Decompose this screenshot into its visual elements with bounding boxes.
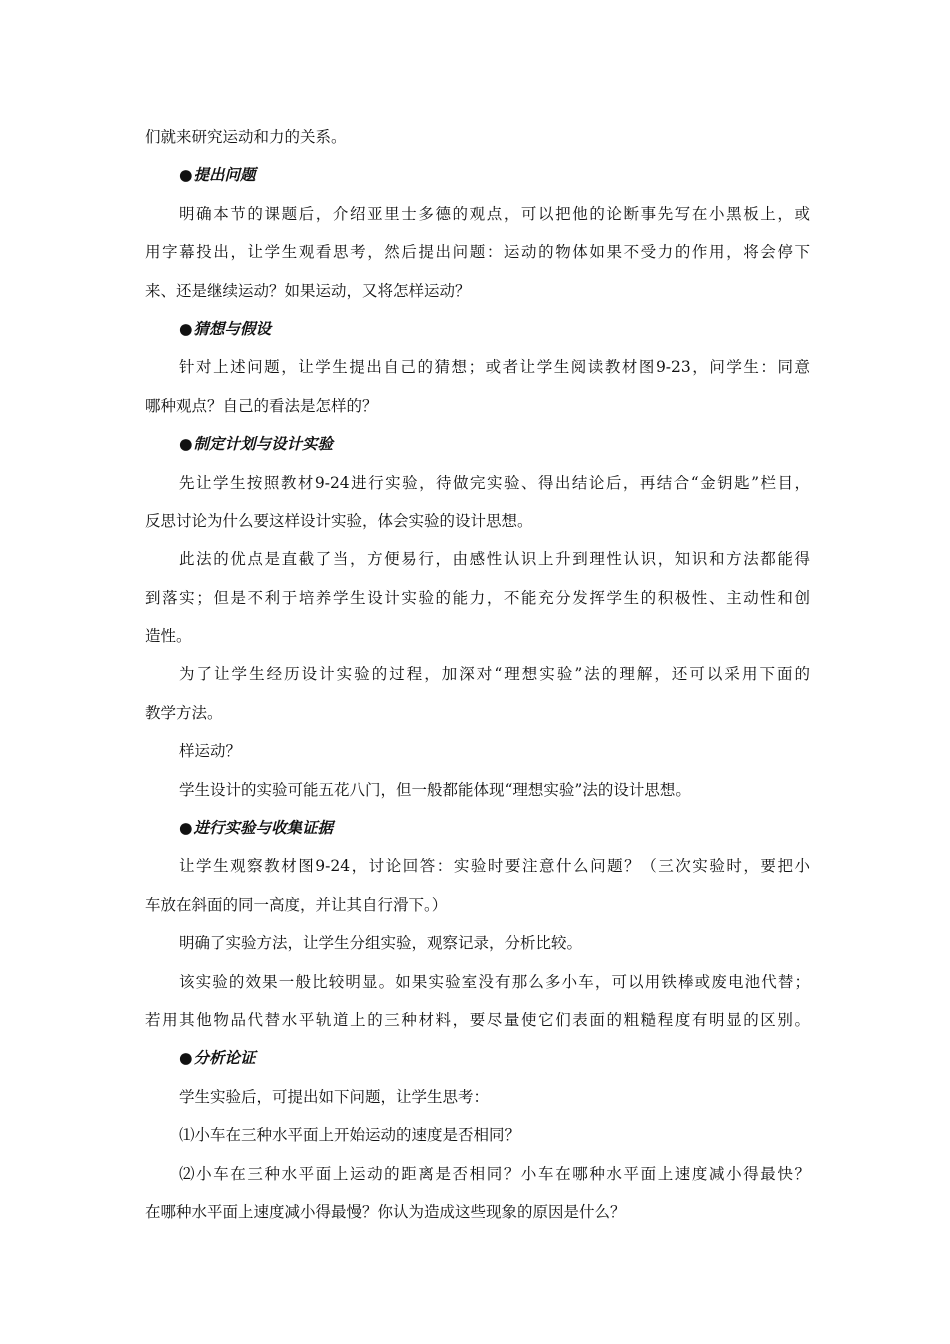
paragraph-line: 针对上述问题，让学生提出自己的猜想；或者让学生阅读教材图9-23，问学生：同意 — [179, 358, 810, 377]
bullet-icon: ● — [179, 318, 193, 338]
paragraph-line: 学生设计的实验可能五花八门，但一般都能体现“理想实验”法的设计思想。 — [179, 780, 691, 799]
section-heading — [145, 809, 810, 847]
paragraph-line: 哪种观点？自己的看法是怎样的？ — [145, 396, 378, 415]
document-page — [145, 118, 810, 1231]
bullet-icon: ● — [179, 165, 193, 185]
paragraph-line: 该实验的效果一般比较明显。如果实验室没有那么多小车，可以用铁棒或废电池代替； — [179, 972, 810, 991]
paragraph-line: 先让学生按照教材9-24进行实验，待做完实验、得出结论后，再结合“金钥匙”栏目， — [179, 473, 810, 492]
heading-text: 进行实验与收集证据 — [193, 818, 334, 838]
paragraph-line: 明确了实验方法，让学生分组实验，观察记录，分析比较。 — [179, 934, 583, 953]
paragraph-line: 在哪种水平面上速度减小得最慢？你认为造成这些现象的原因是什么？ — [145, 1202, 626, 1221]
paragraph-line: 造性。 — [145, 627, 192, 646]
paragraph-line: 来、还是继续运动？如果运动，又将怎样运动？ — [145, 281, 471, 300]
paragraph-line: 到落实；但是不利于培养学生设计实验的能力，不能充分发挥学生的积极性、主动性和创 — [145, 588, 810, 607]
section-heading — [145, 310, 810, 348]
heading-text: 提出问题 — [193, 165, 256, 185]
paragraph-line: 学生实验后，可提出如下问题，让学生思考： — [179, 1087, 490, 1106]
paragraph-line: 此法的优点是直截了当，方便易行，由感性认识上升到理性认识，知识和方法都能得 — [179, 550, 810, 569]
paragraph-line: 用字幕投出，让学生观看思考，然后提出问题：运动的物体如果不受力的作用，将会停下 — [145, 243, 810, 262]
paragraph-line: 样运动？ — [179, 742, 242, 761]
section-heading — [145, 1039, 810, 1077]
bullet-icon: ● — [179, 818, 193, 838]
heading-text: 分析论证 — [193, 1048, 256, 1068]
paragraph-line: 反思讨论为什么要这样设计实验，体会实验的设计思想。 — [145, 511, 533, 530]
paragraph-line: 车放在斜面的同一高度，并让其自行滑下。） — [145, 895, 448, 914]
paragraph-line: ⑴小车在三种水平面上开始运动的速度是否相同？ — [179, 1126, 521, 1145]
paragraph-line: 为了让学生经历设计实验的过程，加深对“理想实验”法的理解，还可以采用下面的 — [179, 665, 810, 684]
section-heading — [145, 156, 810, 194]
heading-text: 猜想与假设 — [193, 318, 272, 338]
paragraph-line: 若用其他物品代替水平轨道上的三种材料，要尽量使它们表面的粗糙程度有明显的区别。 — [145, 1010, 810, 1029]
paragraph-line: ⑵小车在三种水平面上运动的距离是否相同？小车在哪种水平面上速度减小得最快？ — [179, 1164, 810, 1183]
paragraph-line: 教学方法。 — [145, 703, 223, 722]
paragraph-line: 让学生观察教材图9-24，讨论回答：实验时要注意什么问题？（三次实验时，要把小 — [179, 857, 810, 876]
heading-text: 制定计划与设计实验 — [193, 434, 334, 454]
bullet-icon: ● — [179, 434, 193, 454]
bullet-icon: ● — [179, 1048, 193, 1068]
paragraph-line: 明确本节的课题后，介绍亚里士多德的观点，可以把他的论断事先写在小黑板上，或 — [179, 204, 810, 223]
section-heading — [145, 425, 810, 463]
paragraph-line: 们就来研究运动和力的关系。 — [145, 128, 347, 146]
